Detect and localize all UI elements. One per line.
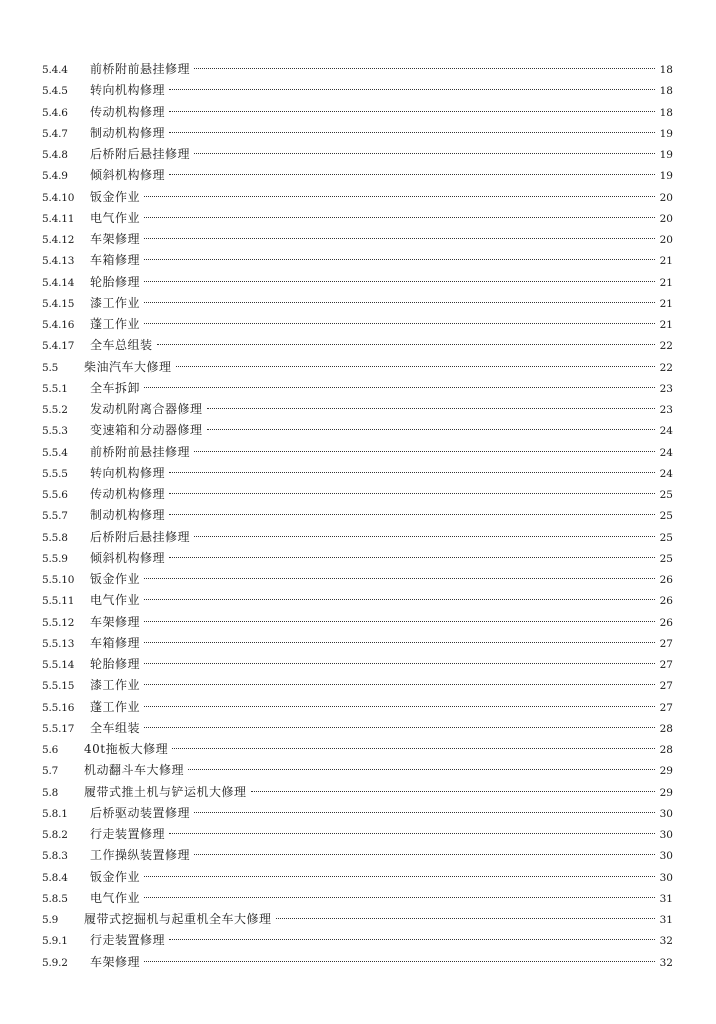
toc-entry-page-number: 32 — [659, 935, 673, 948]
toc-entry[interactable] — [42, 250, 673, 271]
dot-leader — [194, 451, 655, 452]
toc-entry-page-number: 23 — [659, 404, 673, 416]
toc-entry-title: 漆工作业 — [90, 295, 141, 310]
dot-leader — [144, 323, 655, 324]
dot-leader — [144, 727, 655, 728]
toc-entry[interactable] — [42, 739, 673, 760]
toc-entry-page-number: 30 — [659, 807, 673, 820]
toc-entry-number: 5.5.9 — [42, 552, 68, 565]
toc-entry[interactable] — [42, 187, 673, 208]
toc-entry[interactable] — [42, 293, 673, 314]
toc-entry[interactable] — [42, 952, 673, 973]
toc-entry-title: 车架修理 — [90, 614, 141, 629]
toc-entry-page-number: 26 — [659, 616, 673, 629]
toc-entry[interactable] — [42, 123, 673, 144]
toc-entry-title: 钣金作业 — [90, 189, 141, 204]
dot-leader — [144, 302, 655, 303]
toc-entry-number: 5.4.12 — [42, 234, 75, 246]
toc-entry-number: 5.8.1 — [42, 807, 68, 820]
dot-leader — [144, 706, 655, 707]
toc-entry[interactable] — [42, 399, 673, 420]
toc-entry[interactable] — [42, 165, 673, 186]
toc-entry[interactable] — [42, 378, 673, 399]
toc-entry-page-number: 20 — [659, 212, 673, 225]
toc-entry-page-number: 28 — [659, 722, 673, 735]
toc-entry-page-number: 21 — [659, 255, 673, 268]
toc-entry[interactable] — [42, 697, 673, 718]
toc-entry-page-number: 25 — [659, 510, 673, 523]
toc-entry[interactable] — [42, 633, 673, 654]
dot-leader — [194, 536, 655, 537]
dot-leader — [144, 259, 655, 260]
toc-entry[interactable] — [42, 314, 673, 335]
toc-entry-title: 全车组装 — [90, 720, 141, 735]
toc-entry-number: 5.4.16 — [42, 319, 75, 331]
dot-leader — [169, 132, 655, 133]
toc-entry-page-number: 20 — [659, 191, 673, 204]
toc-entry-number: 5.9 — [42, 914, 59, 926]
toc-entry[interactable] — [42, 782, 673, 803]
toc-entry-page-number: 19 — [659, 170, 673, 183]
toc-entry-page-number: 18 — [659, 64, 673, 76]
toc-entry[interactable] — [42, 335, 673, 356]
toc-entry-number: 5.4.14 — [42, 276, 75, 289]
toc-entry[interactable] — [42, 824, 673, 845]
dot-leader — [276, 918, 655, 919]
toc-entry-page-number: 18 — [659, 106, 673, 119]
toc-entry-page-number: 18 — [659, 85, 673, 98]
toc-entry-title: 工作操纵装置修理 — [90, 848, 191, 863]
toc-entry-page-number: 28 — [659, 744, 673, 756]
dot-leader — [194, 153, 655, 154]
toc-entry-number: 5.5.2 — [42, 404, 68, 416]
toc-entry[interactable] — [42, 484, 673, 505]
toc-entry-title: 倾斜机构修理 — [90, 550, 166, 565]
toc-entry[interactable] — [42, 569, 673, 590]
toc-entry-title: 轮胎修理 — [90, 657, 141, 671]
toc-entry[interactable] — [42, 144, 673, 165]
toc-entry-page-number: 29 — [659, 765, 673, 778]
toc-entry-number: 5.8.5 — [42, 892, 68, 905]
dot-leader — [169, 472, 655, 473]
toc-entry-number: 5.7 — [42, 765, 59, 778]
toc-entry-number: 5.4.10 — [42, 191, 75, 204]
toc-entry-number: 5.5.11 — [42, 595, 75, 608]
toc-entry-title: 漆工作业 — [90, 678, 141, 693]
dot-leader — [144, 897, 655, 898]
dot-leader — [144, 599, 655, 600]
toc-entry-number: 5.5.16 — [42, 701, 75, 714]
dot-leader — [144, 684, 655, 685]
toc-entry[interactable] — [42, 590, 673, 611]
toc-entry-title: 后桥驱动装置修理 — [90, 805, 191, 820]
toc-entry-page-number: 21 — [659, 319, 673, 331]
dot-leader — [144, 621, 655, 622]
dot-leader — [169, 514, 655, 515]
toc-entry[interactable] — [42, 845, 673, 866]
toc-entry-page-number: 24 — [659, 425, 673, 438]
dot-leader — [176, 366, 655, 367]
toc-entry-title: 车架修理 — [90, 232, 141, 246]
dot-leader — [144, 387, 655, 388]
toc-entry[interactable] — [42, 675, 673, 696]
toc-entry-page-number: 22 — [659, 340, 673, 353]
toc-entry-number: 5.5.13 — [42, 637, 75, 650]
toc-entry-title: 40t拖板大修理 — [84, 742, 169, 756]
toc-entry-page-number: 23 — [659, 382, 673, 395]
dot-leader — [188, 769, 655, 770]
toc-entry-number: 5.5.15 — [42, 680, 75, 693]
toc-entry-title: 倾斜机构修理 — [90, 168, 166, 183]
toc-entry-title: 电气作业 — [90, 593, 141, 608]
dot-leader — [194, 854, 655, 855]
dot-leader — [207, 408, 655, 409]
dot-leader — [169, 89, 655, 90]
toc-entry[interactable] — [42, 867, 673, 888]
toc-entry-title: 蓬工作业 — [90, 317, 141, 331]
toc-entry-title: 钣金作业 — [90, 572, 141, 586]
dot-leader — [144, 876, 655, 877]
toc-entry-title: 钣金作业 — [90, 869, 141, 884]
toc-entry-number: 5.4.7 — [42, 127, 68, 140]
toc-entry[interactable] — [42, 760, 673, 781]
toc-entry-title: 全车拆卸 — [90, 380, 141, 395]
toc-entry-page-number: 31 — [659, 914, 673, 926]
toc-entry[interactable] — [42, 59, 673, 80]
toc-entry-number: 5.5.14 — [42, 659, 75, 671]
toc-entry-title: 车箱修理 — [90, 635, 141, 650]
toc-entry-page-number: 22 — [659, 361, 673, 374]
dot-leader — [169, 939, 655, 940]
toc-entry[interactable] — [42, 229, 673, 250]
toc-entry-title: 车箱修理 — [90, 253, 141, 268]
toc-entry-number: 5.5.5 — [42, 467, 68, 480]
toc-entry-number: 5.5.10 — [42, 574, 75, 586]
toc-entry-number: 5.9.1 — [42, 935, 68, 948]
toc-entry-title: 变速箱和分动器修理 — [90, 423, 203, 438]
toc-entry-page-number: 19 — [659, 127, 673, 140]
toc-entry-title: 传动机构修理 — [90, 487, 166, 501]
toc-entry-number: 5.5.12 — [42, 616, 75, 629]
toc-entry[interactable] — [42, 420, 673, 441]
toc-entry-title: 履带式挖掘机与起重机全车大修理 — [84, 912, 272, 926]
toc-entry-number: 5.4.13 — [42, 255, 75, 268]
toc-entry-title: 行走装置修理 — [90, 827, 166, 841]
toc-entry-page-number: 30 — [659, 850, 673, 863]
toc-entry-page-number: 27 — [659, 680, 673, 693]
toc-entry[interactable] — [42, 888, 673, 909]
toc-entry-page-number: 24 — [659, 446, 673, 459]
toc-entry-number: 5.4.15 — [42, 297, 75, 310]
toc-entry-number: 5.5.8 — [42, 531, 68, 544]
dot-leader — [172, 748, 655, 749]
dot-leader — [144, 642, 655, 643]
dot-leader — [144, 196, 655, 197]
toc-entry-number: 5.8 — [42, 786, 59, 799]
dot-leader — [144, 578, 655, 579]
toc-entry-page-number: 27 — [659, 701, 673, 714]
toc-entry-number: 5.8.3 — [42, 850, 68, 863]
dot-leader — [251, 791, 655, 792]
toc-entry-title: 转向机构修理 — [90, 83, 166, 98]
toc-entry-page-number: 25 — [659, 531, 673, 544]
toc-entry-page-number: 19 — [659, 149, 673, 161]
toc-entry[interactable] — [42, 208, 673, 229]
toc-entry-title: 全车总组装 — [90, 338, 153, 353]
toc-entry-page-number: 29 — [659, 786, 673, 799]
toc-entry-number: 5.5.4 — [42, 446, 68, 459]
toc-entry[interactable] — [42, 718, 673, 739]
toc-entry-page-number: 27 — [659, 637, 673, 650]
toc-entry-number: 5.5.6 — [42, 489, 68, 501]
toc-entry-number: 5.4.11 — [42, 212, 75, 225]
toc-entry-number: 5.4.17 — [42, 340, 75, 353]
toc-entry-page-number: 21 — [659, 297, 673, 310]
dot-leader — [169, 557, 655, 558]
dot-leader — [194, 812, 655, 813]
dot-leader — [169, 493, 655, 494]
toc-entry-number: 5.4.9 — [42, 170, 68, 183]
dot-leader — [169, 833, 655, 834]
toc-entry-title: 转向机构修理 — [90, 465, 166, 480]
toc-entry[interactable] — [42, 909, 673, 930]
toc-entry-title: 制动机构修理 — [90, 508, 166, 523]
toc-entry-page-number: 32 — [659, 956, 673, 969]
toc-entry-number: 5.4.5 — [42, 85, 68, 98]
toc-entry-page-number: 30 — [659, 871, 673, 884]
toc-entry-number: 5.8.2 — [42, 829, 68, 841]
toc-entry-title: 后桥附后悬挂修理 — [90, 529, 191, 544]
toc-entry[interactable] — [42, 102, 673, 123]
toc-entry[interactable] — [42, 930, 673, 951]
toc-entry[interactable] — [42, 505, 673, 526]
toc-entry-page-number: 26 — [659, 574, 673, 586]
dot-leader — [207, 429, 655, 430]
toc-entry[interactable] — [42, 548, 673, 569]
toc-entry-number: 5.4.6 — [42, 106, 68, 119]
dot-leader — [144, 663, 655, 664]
toc-entry-number: 5.5.17 — [42, 722, 75, 735]
dot-leader — [144, 217, 655, 218]
toc-entry-page-number: 21 — [659, 276, 673, 289]
toc-entry-title: 车架修理 — [90, 954, 141, 969]
toc-entry-title: 传动机构修理 — [90, 104, 166, 119]
dot-leader — [144, 961, 655, 962]
toc-entry-page-number: 30 — [659, 829, 673, 841]
toc-entry-page-number: 27 — [659, 659, 673, 671]
toc-entry-title: 发动机附离合器修理 — [90, 402, 203, 416]
toc-entry-title: 行走装置修理 — [90, 933, 166, 948]
toc-entry-title: 机动翻斗车大修理 — [84, 763, 185, 778]
toc-entry-title: 蓬工作业 — [90, 699, 141, 714]
toc-entry[interactable] — [42, 612, 673, 633]
toc-entry-title: 电气作业 — [90, 210, 141, 225]
toc-entry-page-number: 24 — [659, 467, 673, 480]
toc-entry[interactable] — [42, 80, 673, 101]
dot-leader — [194, 68, 655, 69]
toc-entry[interactable] — [42, 803, 673, 824]
toc-entry-number: 5.6 — [42, 744, 59, 756]
toc-entry-title: 柴油汽车大修理 — [84, 359, 172, 374]
toc-entry-title: 前桥附前悬挂修理 — [90, 444, 191, 459]
toc-entry[interactable] — [42, 527, 673, 548]
table-of-contents — [42, 59, 673, 973]
toc-entry-title: 履带式推土机与铲运机大修理 — [84, 784, 247, 799]
toc-entry-title: 后桥附后悬挂修理 — [90, 147, 191, 161]
dot-leader — [144, 281, 655, 282]
dot-leader — [169, 174, 655, 175]
toc-entry-page-number: 25 — [659, 489, 673, 501]
toc-entry-number: 5.5.1 — [42, 382, 68, 395]
toc-entry-title: 前桥附前悬挂修理 — [90, 62, 191, 76]
toc-entry-page-number: 20 — [659, 234, 673, 246]
dot-leader — [157, 344, 655, 345]
toc-entry-number: 5.5.3 — [42, 425, 68, 438]
toc-entry-page-number: 31 — [659, 892, 673, 905]
dot-leader — [169, 111, 655, 112]
toc-entry-number: 5.9.2 — [42, 956, 68, 969]
toc-entry[interactable] — [42, 272, 673, 293]
toc-entry-number: 5.4.8 — [42, 149, 68, 161]
toc-entry-number: 5.5 — [42, 361, 59, 374]
toc-entry[interactable] — [42, 357, 673, 378]
toc-entry-title: 电气作业 — [90, 890, 141, 905]
toc-entry-title: 轮胎修理 — [90, 274, 141, 289]
toc-entry[interactable] — [42, 654, 673, 675]
toc-entry[interactable] — [42, 442, 673, 463]
toc-entry-page-number: 26 — [659, 595, 673, 608]
toc-entry-number: 5.8.4 — [42, 871, 68, 884]
toc-entry-page-number: 25 — [659, 552, 673, 565]
toc-entry[interactable] — [42, 463, 673, 484]
toc-entry-number: 5.5.7 — [42, 510, 68, 523]
toc-entry-title: 制动机构修理 — [90, 125, 166, 140]
dot-leader — [144, 238, 655, 239]
toc-entry-number: 5.4.4 — [42, 64, 68, 76]
